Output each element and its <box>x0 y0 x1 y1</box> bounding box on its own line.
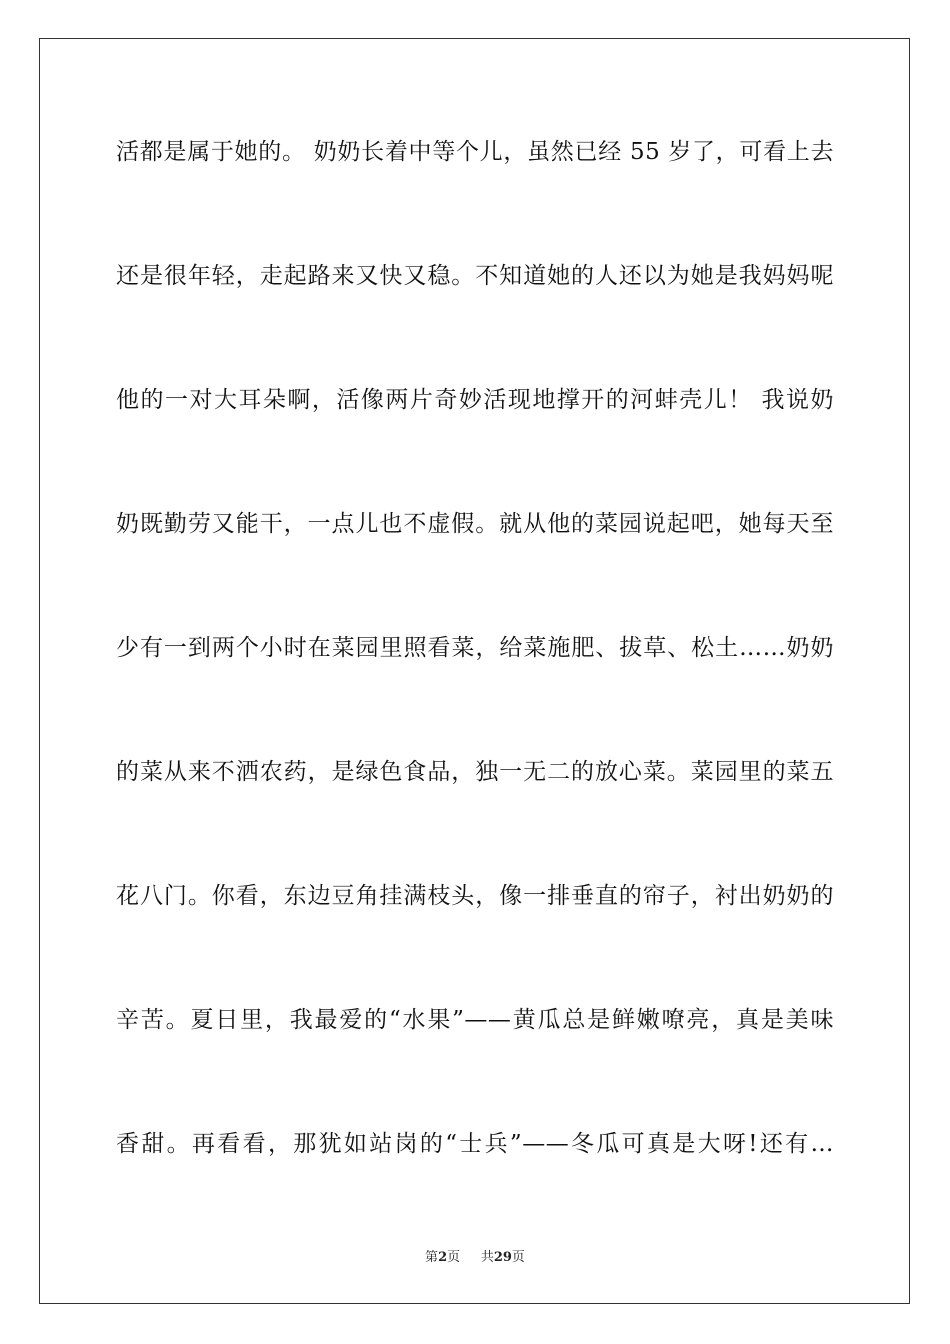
total-pages: 29 <box>493 1250 512 1265</box>
document-body <box>116 124 834 1240</box>
page-number: 2 <box>438 1250 448 1265</box>
total-prefix: 共 <box>480 1250 494 1265</box>
page-suffix: 页 <box>447 1250 461 1265</box>
page-footer <box>0 1246 950 1265</box>
text-line-3: 他的一对大耳朵啊，活像两片奇妙活现地撑开的河蚌壳儿！ 我说奶 <box>116 387 834 413</box>
text-line-6: 的菜从来不洒农药，是绿色食品，独一无二的放心菜。菜园里的菜五 <box>116 759 834 785</box>
total-pages-indicator <box>481 1250 525 1265</box>
page-indicator <box>425 1250 460 1265</box>
page-prefix: 第 <box>425 1250 439 1265</box>
text-line-9: 香甜。再看看，那犹如站岗的“士兵”——冬瓜可真是大呀!还有… <box>116 1131 834 1157</box>
text-line-7: 花八门。你看，东边豆角挂满枝头，像一排垂直的帘子，衬出奶奶的 <box>116 883 834 909</box>
text-line-1: 活都是属于她的。 奶奶长着中等个儿，虽然已经 55 岁了，可看上去 <box>116 139 834 165</box>
total-suffix: 页 <box>511 1250 525 1265</box>
text-line-2: 还是很年轻，走起路来又快又稳。不知道她的人还以为她是我妈妈呢 <box>116 263 834 289</box>
text-line-8: 辛苦。夏日里，我最爱的“水果”——黄瓜总是鲜嫩嘹亮，真是美味 <box>116 1007 834 1033</box>
text-line-5: 少有一到两个小时在菜园里照看菜，给菜施肥、拔草、松土……奶奶 <box>116 635 834 661</box>
text-line-4: 奶既勤劳又能干，一点儿也不虚假。就从他的菜园说起吧，她每天至 <box>116 511 834 537</box>
